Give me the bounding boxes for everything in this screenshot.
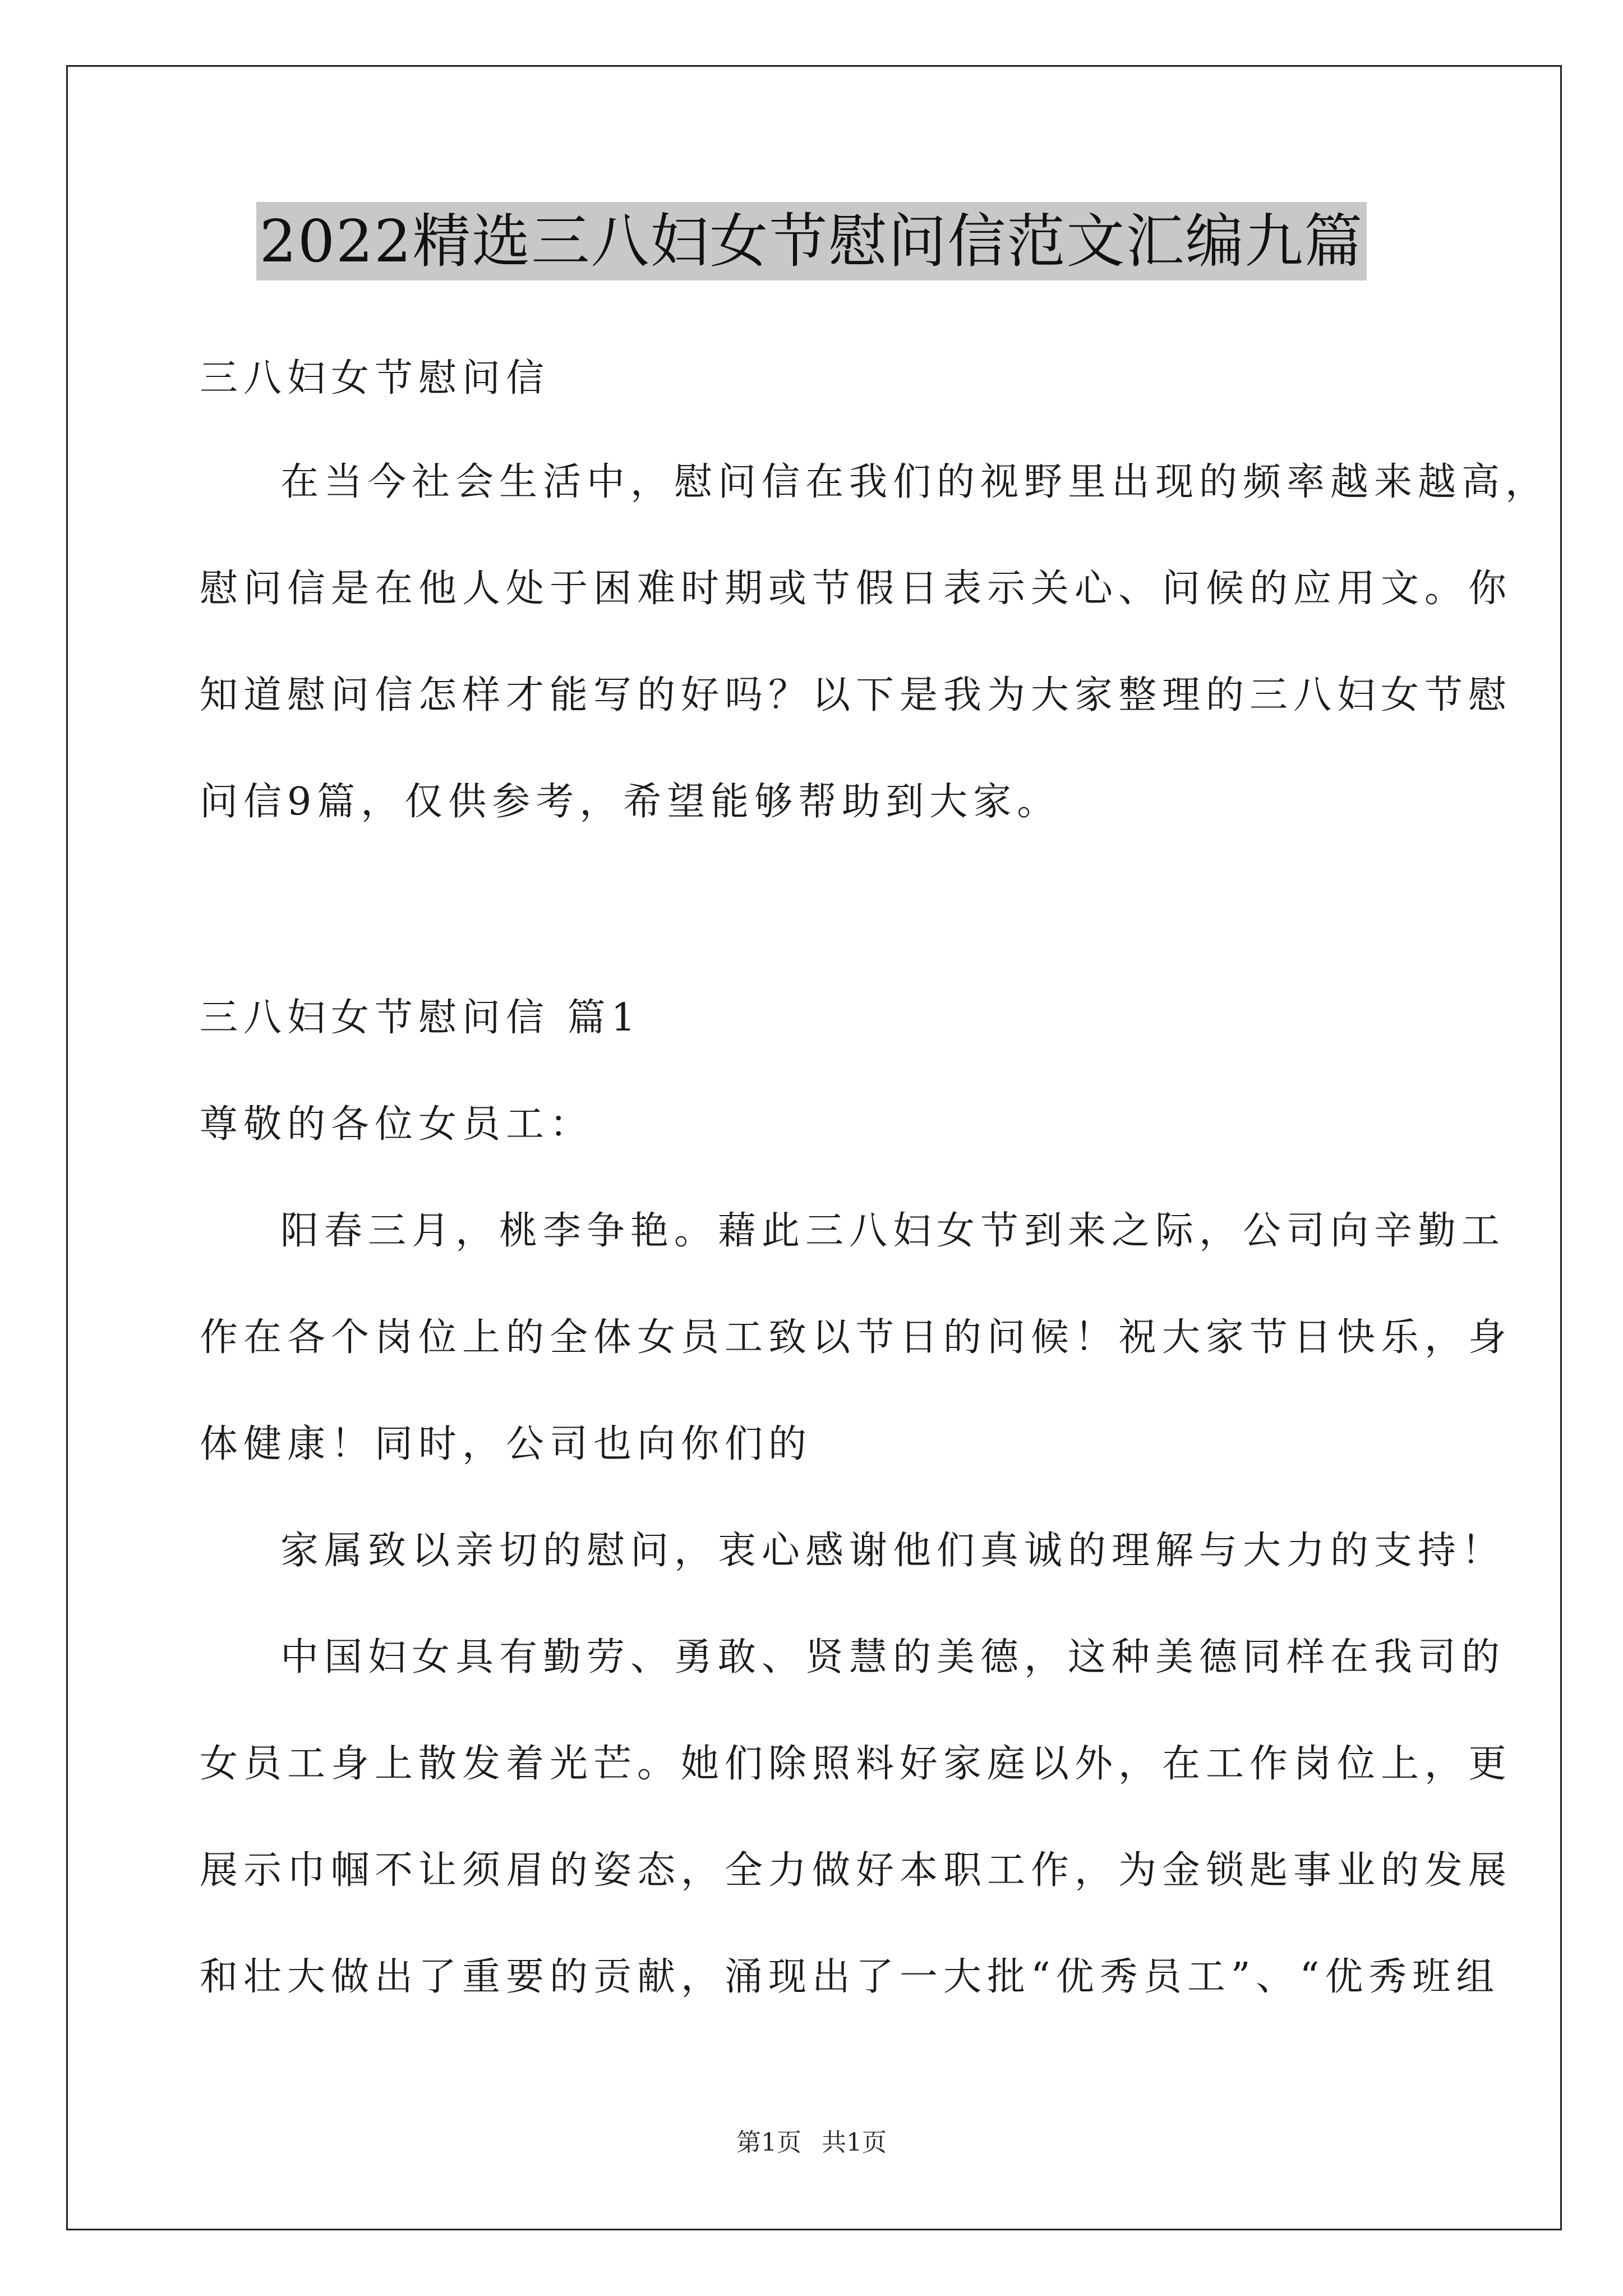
body3-line-4: 和壮大做出了重要的贡献，涌现出了一大批“优秀员工”、“优秀班组 bbox=[200, 1955, 1500, 1999]
intro-line-4: 问信9篇，仅供参考，希望能够帮助到大家。 bbox=[200, 780, 1061, 824]
intro-line-3: 知道慰问信怎样才能写的好吗？以下是我为大家整理的三八妇女节慰 bbox=[200, 673, 1513, 717]
title-container bbox=[0, 202, 1623, 280]
body1-line-2: 作在各个岗位上的全体女员工致以节日的问候！祝大家节日快乐，身 bbox=[200, 1315, 1513, 1360]
letter-heading: 三八妇女节慰问信 bbox=[200, 356, 550, 401]
body1-line-3: 体健康！同时，公司也向你们的 bbox=[200, 1422, 813, 1466]
page-number: 第1页 bbox=[736, 2128, 801, 2157]
intro-line-2: 慰问信是在他人处于困难时期或节假日表示关心、问候的应用文。你 bbox=[200, 567, 1513, 611]
body1-line-1: 阳春三月，桃李争艳。藉此三八妇女节到来之际，公司向辛勤工 bbox=[280, 1209, 1506, 1253]
intro-line-1: 在当今社会生活中，慰问信在我们的视野里出现的频率越来越高， bbox=[280, 460, 1550, 504]
document-title: 2022精选三八妇女节慰问信范文汇编九篇 bbox=[256, 202, 1367, 280]
page-total: 共1页 bbox=[822, 2128, 887, 2157]
salutation: 尊敬的各位女员工： bbox=[200, 1102, 594, 1147]
body2-line-1: 家属致以亲切的慰问，衷心感谢他们真诚的理解与大力的支持！ bbox=[280, 1529, 1506, 1573]
section-1-heading: 三八妇女节慰问信 篇1 bbox=[200, 996, 641, 1040]
body3-line-1: 中国妇女具有勤劳、勇敢、贤慧的美德，这种美德同样在我司的 bbox=[280, 1635, 1506, 1680]
body3-line-3: 展示巾帼不让须眉的姿态，全力做好本职工作，为金锁匙事业的发展 bbox=[200, 1848, 1513, 1893]
page-footer bbox=[0, 2126, 1623, 2160]
body3-line-2: 女员工身上散发着光芒。她们除照料好家庭以外，在工作岗位上，更 bbox=[200, 1742, 1513, 1786]
